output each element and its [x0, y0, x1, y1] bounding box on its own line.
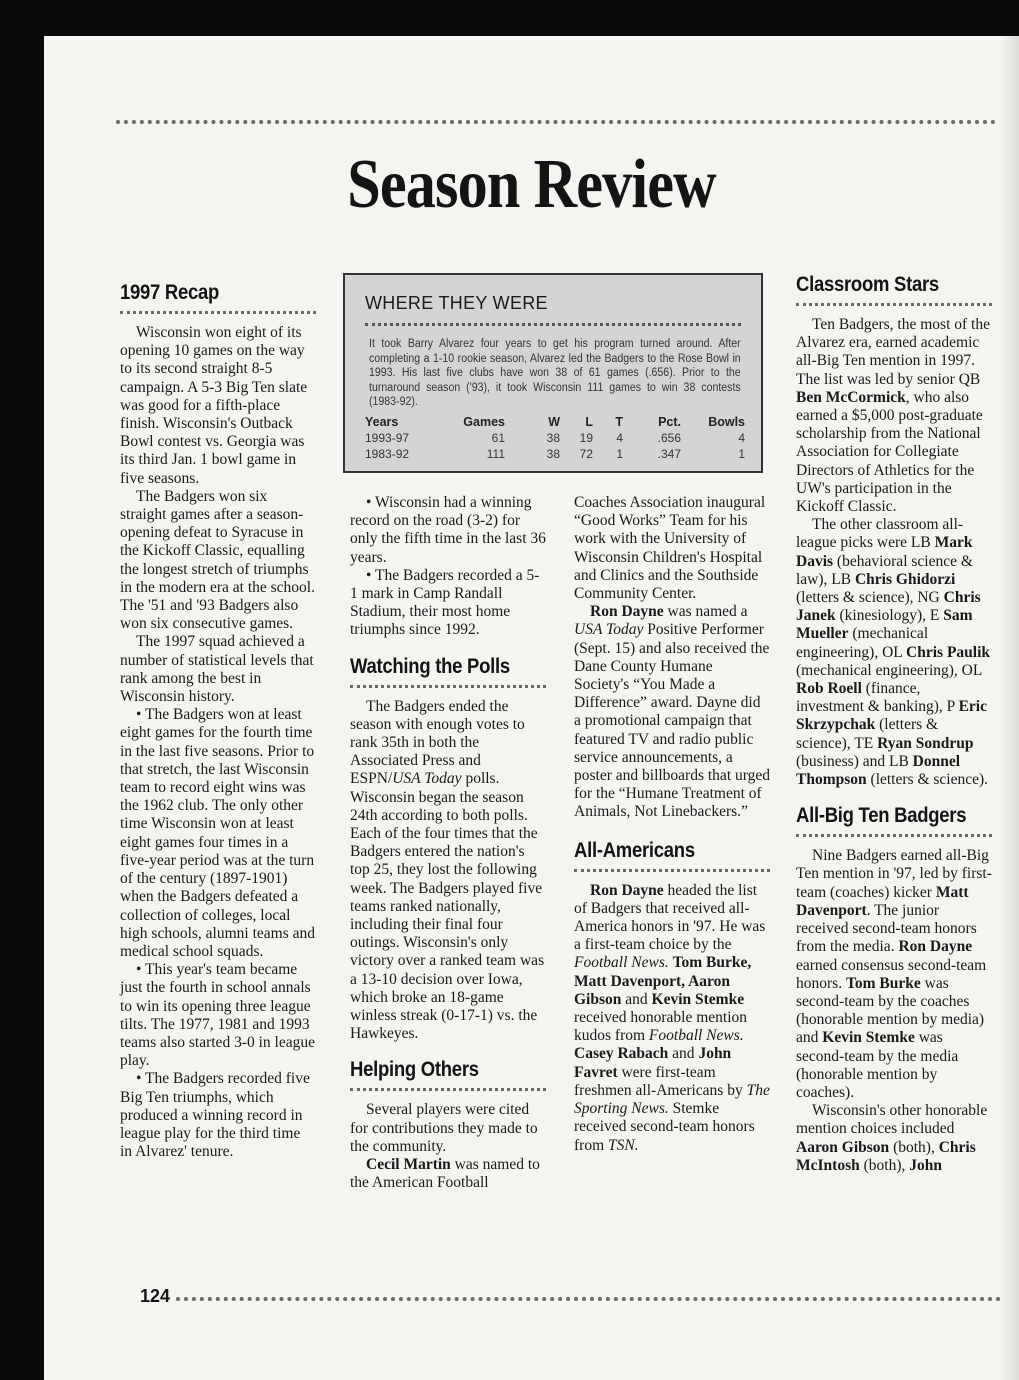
body-text: (both), [889, 1138, 935, 1156]
col-header: Bowls [708, 415, 745, 429]
player-name: John Favret [574, 1045, 732, 1081]
top-dotted-rule [116, 120, 996, 124]
classroom-heading: Classroom Stars [796, 273, 939, 296]
col-header: W [548, 415, 560, 429]
body-text: Ten Badgers, the most of the Alvarez era, earned academic all-Big Ten mention in 1997. The list was led by senior QB [796, 316, 990, 388]
table-cell: 61 [491, 431, 505, 445]
all-americans-heading-rule [574, 869, 770, 872]
dayne-name: Ron Dayne [590, 603, 664, 621]
recap-heading: 1997 Recap [120, 281, 220, 304]
recap-paragraph: The Badgers won six straight games after a season-opening defeat to Syracuse in the Kickoff Classic, equalling the longest stretch of triumphs in the modern era at the school. The '51 and '93 Badgers also won six consecutive games. [120, 487, 315, 633]
recap-paragraph: Wisconsin won eight of its opening 10 games on the way to its second straight 8-5 campaign. A 5-3 Big Ten slate was good for a fifth-place finish. Wisconsin's Outback Bowl contest vs. Georgia was its third Jan. 1 bowl game in five seasons. [120, 324, 308, 487]
polls-heading: Watching the Polls [350, 654, 510, 678]
all-americans-paragraph [574, 882, 770, 1155]
table-row [365, 430, 745, 446]
classroom-paragraph [796, 316, 992, 516]
player-name: John [909, 1156, 942, 1174]
all-big-ten-paragraph [796, 847, 992, 1102]
middle-paragraph: • Wisconsin had a winning record on the road (3-2) for only the fifth time in the last 36 years. [350, 494, 546, 566]
middle-paragraph: • The Badgers recorded a 5-1 mark in Camp Randall Stadium, their most home triumphs since 1992. [350, 566, 540, 639]
recap-column [120, 280, 316, 1161]
body-text: and [668, 1045, 699, 1063]
helping-heading: Helping Others [350, 1058, 479, 1082]
polls-italic: USA Today [392, 770, 462, 788]
cecil-name: Cecil Martin [366, 1156, 451, 1174]
all-big-ten-heading: All-Big Ten Badgers [796, 804, 967, 828]
all-big-ten-heading-rule [796, 834, 992, 837]
box-table [365, 415, 745, 462]
col-header: L [585, 415, 593, 429]
player-name: Chris McIntosh [796, 1138, 976, 1174]
col-header: T [615, 415, 623, 429]
col-header: Years [365, 415, 399, 429]
third-column [574, 494, 770, 1155]
body-text: was second-team by the coaches (honorable mention by media) and [796, 974, 985, 1047]
body-text: headed the list of Badgers that received all-America honors in '97. He was a first-team choice by the [574, 881, 766, 954]
dayne-text: Positive Performer (Sept. 15) and also received the Dane County Humane Society's “You Made a Difference” award. Dayne did a promotional campaign that featured TV and radio public service announcements, a poster and billboards that urged for the “Humane Treatment of Animals, Not Linebackers.” [574, 621, 771, 821]
col-header: Pct. [658, 415, 681, 429]
table-cell: 19 [579, 431, 593, 445]
table-cell: .656 [657, 431, 681, 445]
box-dotted-rule [365, 323, 741, 326]
polls-heading-rule [350, 685, 546, 688]
bottom-dotted-rule [176, 1297, 1001, 1301]
player-name: Tom Burke, Matt Davenport, Aaron Gibson [574, 954, 752, 1008]
table-cell: 1993-97 [365, 431, 410, 445]
body-text: was second-team by the media (honorable mention by coaches). [796, 1029, 959, 1101]
polls-text: polls. Wisconsin began the season 24th according to both polls. Each of the four times that the Badgers entered the nation's top 25, they lost the following week. The Badgers played five teams ranked nationally, including their final four outings. Wisconsin's only victory over a ranked team was a 13-10 decision over Iowa, which broke an 18-game winless streak (0-17-1) vs. the Hawkeyes. [350, 770, 545, 1043]
player-name: Ron Dayne [898, 938, 973, 956]
body-text: Nine Badgers earned all-Big Ten mention in '97, led by first-team (coaches) kicker [796, 847, 992, 901]
table-cell: .347 [657, 447, 681, 461]
helping-heading-rule [350, 1088, 546, 1091]
body-text: , who also earned a $5,000 post-graduate scholarship from the National Association for Collegiate Directors of Athletics for the UW's participation in the Kickoff Classic. [796, 388, 983, 516]
table-cell: 38 [546, 447, 560, 461]
table-cell: 111 [486, 447, 505, 461]
body-text: The other classroom all-league picks were LB [796, 516, 964, 552]
helping-paragraph: Several players were cited for contributions they made to the community. [350, 1101, 538, 1155]
classroom-paragraph: The other classroom all-league picks were LB Mark Davis (behavioral science & law), LB Chris Ghidorzi (letters & science), NG Chris Janek (kinesiology), E Sam Mueller (mechanical engineering), OL Chris Paulik (mechanical engineering), OL Rob Roell (finance, investment & banking), P Eric Skrzypchak (letters & science), TE Ryan Sondrup (business) and LB Donnel Thompson (letters & science). [796, 516, 991, 789]
table-cell: 1983-92 [365, 447, 410, 461]
box-text: It took Barry Alvarez four years to get his program turned around. After completing a 1-10 rookie season, Alvarez led the Badgers to the Rose Bowl in 1993. His last five clubs have won 38 of 61 games (.656). Prior to the turnaround season ('93), it took Wisconsin 111 games to win 38 contests (1983-92). [369, 338, 741, 408]
table-cell: 38 [546, 431, 560, 445]
body-text: and [621, 990, 652, 1008]
fourth-column [796, 272, 992, 1175]
player-name: Ron Dayne [590, 881, 664, 899]
player-name: Matt Davenport [796, 883, 969, 919]
table-header-row [365, 415, 745, 430]
cecil-text: was named to the American Football [350, 1156, 540, 1192]
dayne-italic: USA Today [574, 621, 644, 639]
recap-paragraph: • The Badgers recorded five Big Ten triumphs, which produced a winning record in league play for the third time in Alvarez' tenure. [120, 1070, 310, 1161]
body-text: earned consensus second-team honors. [796, 956, 987, 992]
page-number: 124 [140, 1286, 171, 1306]
body-text: Stemke received second-team honors from [574, 1100, 755, 1154]
col-header: Games [463, 415, 505, 429]
player-name: Casey Rabach [574, 1045, 669, 1063]
page [44, 36, 1019, 1380]
table-row [365, 446, 745, 462]
box-title: WHERE THEY WERE [365, 293, 548, 313]
publication-name: Football News. [574, 954, 669, 972]
body-text: . The junior received second-team honors from the media. [796, 901, 977, 956]
body-text: Wisconsin's other honorable mention choices included [796, 1102, 988, 1138]
body-text: (both), [859, 1156, 910, 1174]
player-name: Ben McCormick [796, 388, 906, 406]
page-title: Season Review [347, 146, 716, 223]
where-they-were-box [343, 273, 763, 473]
publication-name: TSN. [608, 1136, 639, 1154]
dayne-paragraph [574, 603, 770, 821]
polls-paragraph [350, 698, 546, 1044]
recap-paragraph: • This year's team became just the fourth in school annals to win its opening three league tilts. The 1977, 1981 and 1993 teams also started 3-0 in league play. [120, 961, 315, 1070]
coaches-paragraph: Coaches Association inaugural “Good Works” Team for his work with the University of Wisconsin Children's Hospital and Clinics and the Southside Community Center. [574, 494, 766, 603]
cecil-paragraph [350, 1156, 546, 1192]
all-americans-heading: All-Americans [574, 838, 695, 862]
middle-column [350, 494, 546, 1193]
table-cell: 4 [738, 431, 745, 445]
publication-name: The Sporting News. [574, 1081, 770, 1118]
body-text: were first-team freshmen all-Americans by [574, 1063, 747, 1099]
publication-name: Football News. [648, 1027, 744, 1045]
player-name: Kevin Stemke [651, 990, 745, 1008]
table-cell: 72 [579, 447, 593, 461]
recap-heading-rule [120, 311, 316, 314]
all-big-ten-paragraph [796, 1102, 992, 1175]
table-cell: 1 [616, 447, 623, 461]
dayne-text: was named a [663, 603, 748, 621]
recap-paragraph: • The Badgers won at least eight games for the fourth time in the last five seasons. Prior to that stretch, the last Wisconsin team to record eight wins was the 1962 club. The only other time Wisconsin won at least eight games four times in a five-year period was at the turn of the century (1897-1901) when the Badgers defeated a collection of colleges, local high schools, alumni teams and medical school squads. [120, 706, 316, 960]
classroom-heading-rule [796, 303, 992, 306]
table-cell: 1 [738, 447, 745, 461]
table-cell: 4 [616, 431, 623, 445]
player-name: Aaron Gibson [796, 1138, 890, 1156]
body-text: received honorable mention kudos from [574, 1009, 748, 1045]
polls-text: The Badgers ended the season with enough votes to rank 35th in both the Associated Press and ESPN/ [350, 697, 525, 788]
player-name: Tom Burke [845, 974, 921, 992]
player-name: Kevin Stemke [822, 1029, 915, 1047]
recap-paragraph: The 1997 squad achieved a number of statistical levels that rank among the best in Wisconsin history. [120, 633, 314, 706]
